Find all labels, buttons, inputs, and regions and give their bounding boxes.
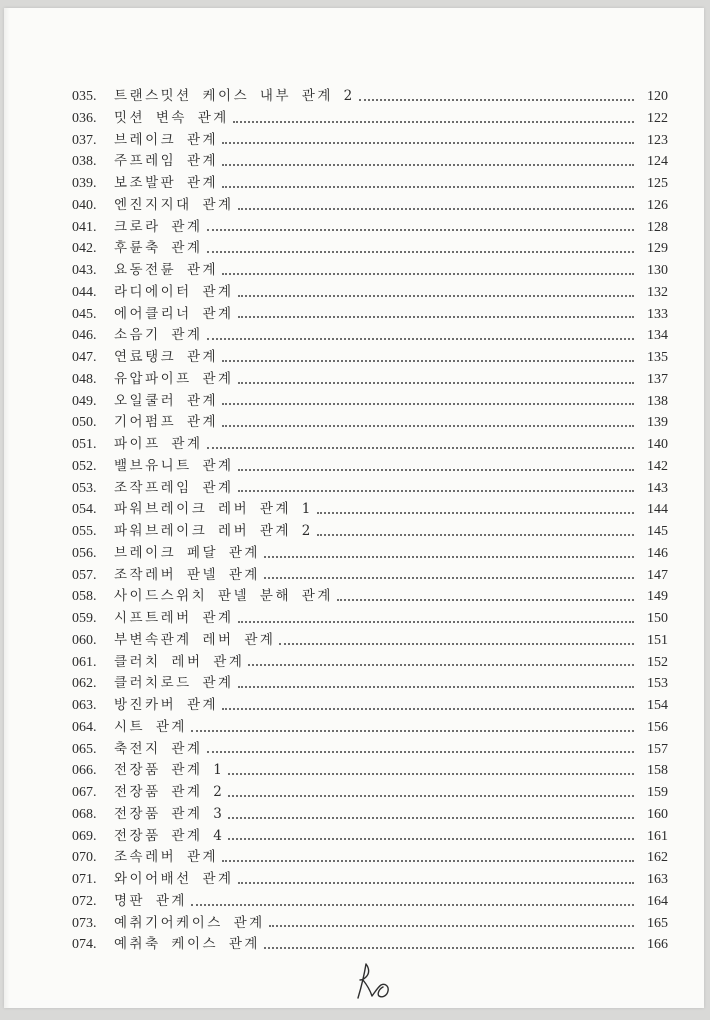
dot-leader [264,947,634,949]
toc-entry [72,195,668,217]
toc-entry-title: 예취기어케이스 관계 [114,914,265,931]
toc-entry-title: 사이드스위치 판넬 분해 관계 [114,588,333,605]
toc-entry-number: 062. [72,676,97,692]
toc-entry [72,869,668,891]
toc-entry [72,717,668,739]
toc-entry [72,913,668,935]
toc-entry-number: 051. [72,437,97,452]
dot-leader [222,860,634,862]
toc-entry [72,543,668,565]
dot-leader [337,599,634,601]
toc-entry-title: 파워브레이크 레버 관계 2 [114,523,313,539]
toc-entry-number: 056. [72,545,97,561]
dot-leader [207,251,635,253]
dot-leader [279,643,634,645]
dot-leader [238,316,634,318]
toc-entry-title: 파워브레이크 레버 관계 1 [114,501,313,518]
toc-entry [72,826,668,848]
toc-entry-title: 전장품 관계 4 [114,827,225,844]
dot-leader [228,773,634,775]
toc-entry-number: 046. [72,328,97,344]
handwritten-signature [348,958,400,1004]
toc-entry [72,412,668,434]
toc-entry-title: 예취축 케이스 관계 [114,936,260,953]
toc-entry-title: 라디에이터 관계 [114,283,234,300]
dot-leader [228,838,634,840]
page-edge-shadow [4,8,10,1008]
toc-entry-page: 123 [647,132,668,148]
dot-leader [191,904,634,906]
toc-entry [72,217,668,239]
toc-entry-page: 156 [647,719,668,735]
toc-entry [72,108,668,130]
dot-leader [207,229,635,231]
toc-entry-page: 122 [647,110,668,126]
toc-entry-number: 055. [72,524,97,539]
toc-entry-page: 133 [647,306,668,322]
toc-entry-page: 162 [647,850,668,866]
toc-entry-page: 159 [647,785,668,800]
toc-entry [72,934,668,956]
toc-entry [72,173,668,195]
toc-entry-title: 소음기 관계 [114,327,203,344]
toc-entry-number: 041. [72,219,97,235]
table-of-contents [72,86,668,956]
toc-entry-number: 049. [72,393,97,409]
toc-entry [72,325,668,347]
dot-leader [238,490,634,492]
toc-entry [72,630,668,652]
toc-entry-number: 035. [72,89,97,104]
dot-leader [359,99,634,101]
toc-entry-title: 명판 관계 [114,892,187,909]
toc-entry [72,282,668,304]
dot-leader [238,621,634,623]
toc-entry-number: 072. [72,893,97,909]
dot-leader [222,360,634,362]
toc-entry-number: 059. [72,611,97,626]
toc-entry [72,608,668,630]
toc-entry-page: 163 [647,872,668,887]
toc-entry-number: 047. [72,350,97,365]
toc-entry-title: 조속레버 관계 [114,849,219,866]
toc-entry-number: 069. [72,828,97,844]
toc-entry-page: 143 [647,480,668,496]
toc-entry-page: 152 [647,654,668,670]
toc-entry [72,86,668,108]
dot-leader [222,142,634,144]
toc-entry-title: 전장품 관계 1 [114,762,225,779]
dot-leader [222,273,634,275]
toc-entry-page: 153 [647,676,668,692]
toc-entry [72,499,668,521]
dot-leader [228,795,634,797]
toc-entry-title: 조작레버 판넬 관계 [114,566,260,583]
toc-entry-page: 124 [647,154,668,170]
dot-leader [191,730,634,732]
toc-entry-page: 165 [647,915,668,931]
toc-entry-title: 시프트레버 관계 [114,610,234,626]
toc-entry [72,434,668,456]
toc-entry-number: 038. [72,154,97,170]
toc-entry-title: 와이어배선 관계 [114,871,234,887]
dot-leader [233,121,634,123]
toc-entry-page: 157 [647,741,668,757]
toc-entry-title: 부변속관계 레버 관계 [114,631,276,648]
toc-entry-page: 135 [647,350,668,365]
dot-leader [207,338,635,340]
toc-entry-page: 139 [647,415,668,431]
toc-entry [72,260,668,282]
toc-entry-number: 054. [72,502,97,518]
toc-entry-title: 유압파이프 관계 [114,370,234,387]
toc-entry [72,760,668,782]
dot-leader [222,186,634,188]
toc-entry [72,673,668,695]
toc-entry-number: 044. [72,284,97,300]
toc-entry [72,739,668,761]
toc-entry-page: 125 [647,176,668,191]
toc-entry-title: 브레이크 페달 관계 [114,544,260,561]
dot-leader [222,403,634,405]
toc-entry-title: 후륜축 관계 [114,240,203,257]
toc-entry [72,521,668,543]
toc-entry-title: 요동전륜 관계 [114,262,219,278]
toc-entry-title: 전장품 관계 2 [114,784,225,800]
toc-entry-title: 조작프레임 관계 [114,479,234,496]
toc-entry [72,652,668,674]
toc-entry-number: 061. [72,654,97,670]
toc-entry-number: 058. [72,589,97,605]
toc-entry-page: 120 [647,89,668,104]
toc-entry-page: 144 [647,502,668,518]
toc-entry-page: 149 [647,589,668,605]
toc-entry-title: 트랜스밋션 케이스 내부 관계 2 [114,88,355,104]
toc-entry-page: 161 [647,828,668,844]
toc-entry-number: 063. [72,698,97,713]
toc-entry-title: 방진카버 관계 [114,697,219,713]
toc-entry-title: 시트 관계 [114,718,187,735]
dot-leader [238,208,634,210]
toc-entry-title: 파이프 관계 [114,436,203,452]
toc-entry-number: 052. [72,458,97,474]
toc-entry-title: 밸브유니트 관계 [114,457,234,474]
dot-leader [207,751,635,753]
toc-entry-number: 050. [72,415,97,431]
toc-entry-page: 137 [647,371,668,387]
toc-entry-title: 전장품 관계 3 [114,805,225,822]
dot-leader [238,382,634,384]
toc-entry-number: 037. [72,132,97,148]
toc-entry [72,565,668,587]
toc-entry [72,695,668,717]
dot-leader [317,512,634,514]
toc-entry-page: 160 [647,806,668,822]
dot-leader [222,708,634,710]
toc-entry-page: 147 [647,567,668,583]
toc-entry [72,369,668,391]
toc-entry [72,238,668,260]
toc-entry [72,782,668,804]
toc-entry-number: 053. [72,480,97,496]
toc-entry-page: 151 [647,632,668,648]
dot-leader [207,447,635,449]
toc-entry [72,151,668,173]
toc-entry-title: 크로라 관계 [114,218,203,235]
toc-entry-title: 오일쿨러 관계 [114,392,219,409]
toc-entry [72,847,668,869]
dot-leader [317,534,634,536]
toc-entry-title: 엔진지지대 관계 [114,196,234,213]
toc-entry [72,586,668,608]
toc-entry-number: 048. [72,371,97,387]
dot-leader [222,164,634,166]
toc-entry-number: 060. [72,632,97,648]
toc-entry-title: 브레이크 관계 [114,131,219,148]
toc-entry-number: 070. [72,850,97,866]
toc-entry-number: 043. [72,263,97,278]
toc-entry-title: 클러치로드 관계 [114,675,234,692]
toc-entry-title: 기어펌프 관계 [114,414,219,431]
toc-entry [72,456,668,478]
toc-entry-page: 129 [647,241,668,257]
toc-entry-number: 067. [72,785,97,800]
toc-entry-page: 146 [647,545,668,561]
toc-entry [72,478,668,500]
toc-entry-title: 축전지 관계 [114,740,203,757]
dot-leader [264,577,634,579]
toc-entry-number: 045. [72,306,97,322]
toc-entry-page: 158 [647,763,668,779]
toc-entry-number: 074. [72,937,97,953]
toc-entry-title: 연료탱크 관계 [114,349,219,365]
toc-entry-page: 150 [647,611,668,626]
toc-entry-number: 042. [72,241,97,257]
toc-entry-title: 클러치 레버 관계 [114,653,245,670]
toc-entry-number: 066. [72,763,97,779]
toc-entry-page: 126 [647,197,668,213]
dot-leader [238,295,634,297]
toc-entry-number: 057. [72,567,97,583]
toc-entry-number: 071. [72,872,97,887]
toc-entry-page: 128 [647,219,668,235]
toc-entry [72,891,668,913]
toc-entry-title: 보조발판 관계 [114,175,219,191]
document-page [4,8,704,1008]
toc-entry-number: 073. [72,915,97,931]
toc-entry-number: 064. [72,719,97,735]
toc-entry-number: 065. [72,741,97,757]
dot-leader [248,664,634,666]
toc-entry-page: 166 [647,937,668,953]
toc-entry [72,391,668,413]
toc-entry-page: 164 [647,893,668,909]
toc-entry-page: 138 [647,393,668,409]
dot-leader [269,925,634,927]
toc-entry [72,304,668,326]
dot-leader [228,817,634,819]
dot-leader [238,882,634,884]
toc-entry-title: 주프레임 관계 [114,153,219,170]
toc-entry-page: 140 [647,437,668,452]
toc-entry-title: 에어클리너 관계 [114,305,234,322]
toc-entry-page: 134 [647,328,668,344]
toc-entry-title: 밋션 변속 관계 [114,109,229,126]
toc-entry-number: 068. [72,806,97,822]
dot-leader [222,425,634,427]
toc-entry-number: 039. [72,176,97,191]
toc-entry-page: 145 [647,524,668,539]
dot-leader [238,686,634,688]
toc-entry-page: 154 [647,698,668,713]
toc-entry-number: 040. [72,197,97,213]
dot-leader [238,469,634,471]
toc-entry-page: 142 [647,458,668,474]
toc-entry [72,130,668,152]
toc-entry-page: 130 [647,263,668,278]
toc-entry [72,804,668,826]
dot-leader [264,556,634,558]
toc-entry-page: 132 [647,284,668,300]
toc-entry [72,347,668,369]
toc-entry-number: 036. [72,110,97,126]
